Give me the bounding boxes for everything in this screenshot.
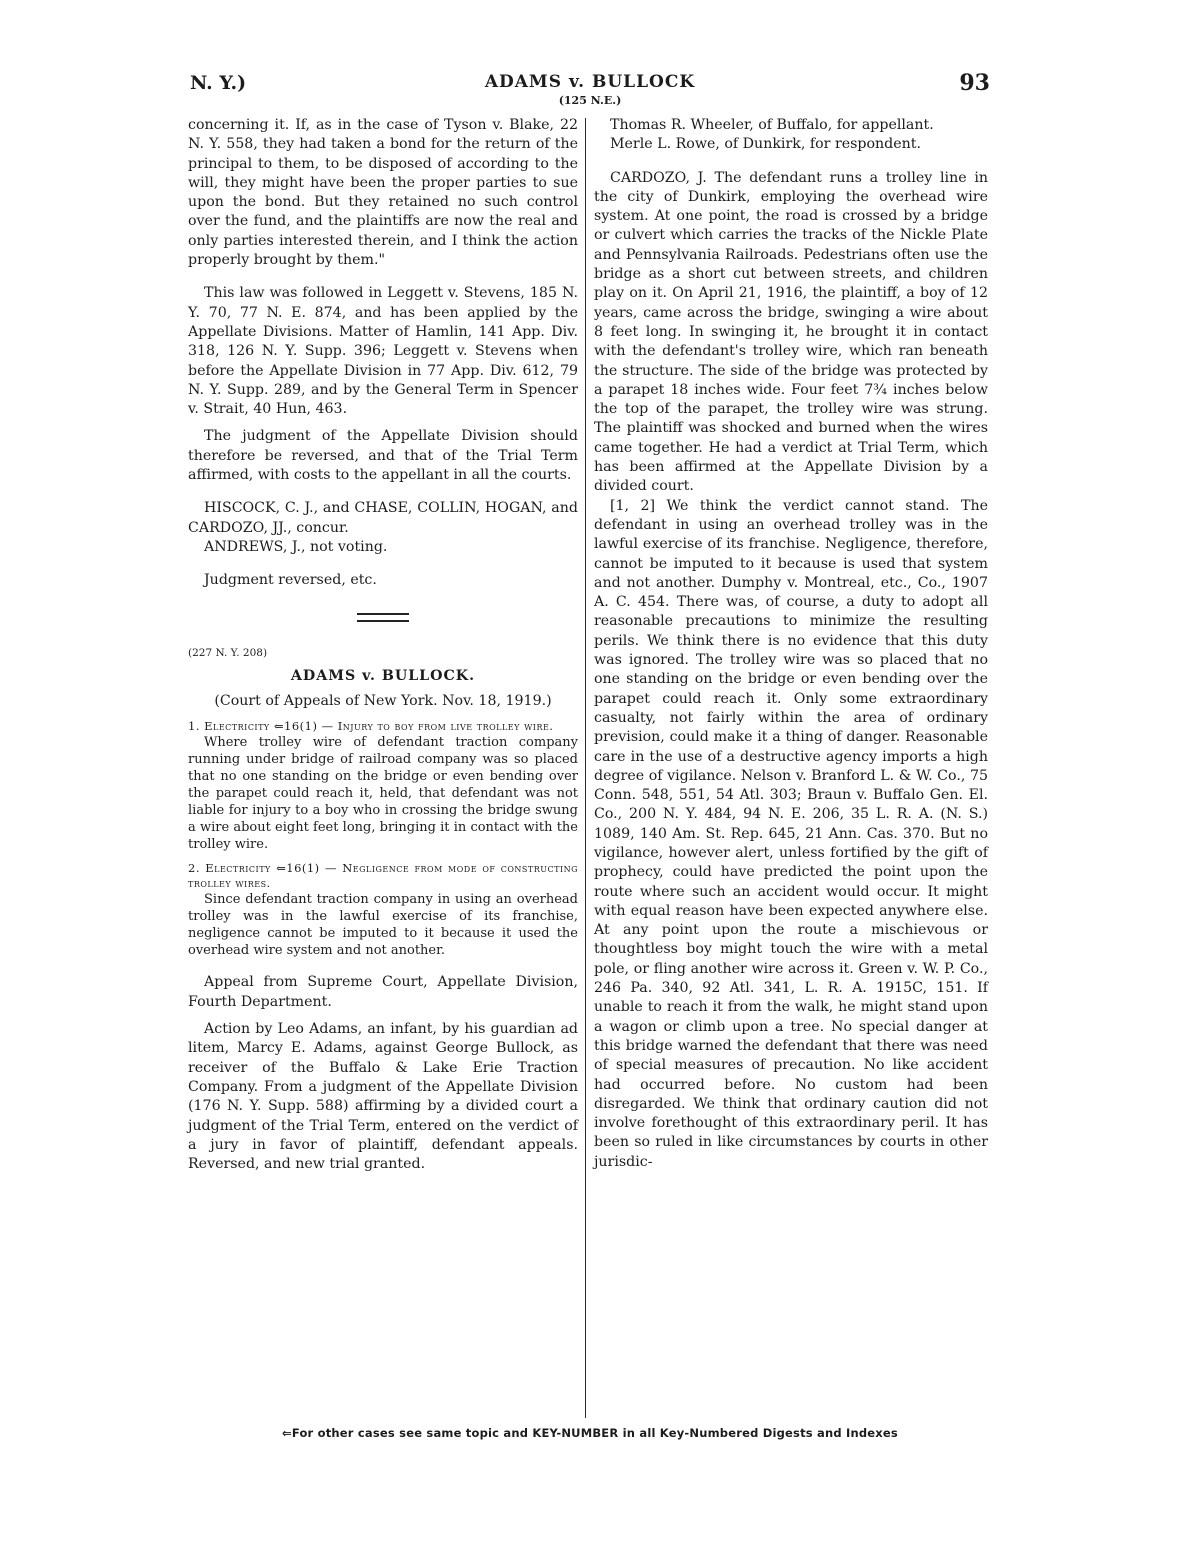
opinion-paragraph-2: [1, 2] We think the verdict cannot stand. The defendant in using an overhead trolley was in the lawful exercise of its franchise. Negligence, therefore, cannot be imputed to it because is used that system and not another. Dumphy v. Montreal, etc., Co., 1907 A. C. 454. There was, of course, a duty to adopt all reasonable precautions to minimize the resulting perils. We think there is no evidence that this duty was ignored. The trolley wire was so placed that no one standing on the bridge or even bending over the parapet could reach it. Only some extraordinary casualty, not fairly within the area of ordinary prevision, could make it a thing of danger. Reasonable care in the use of a destructive agency imports a high degree of vigilance. Nelson v. Branford L. & W. Co., 75 Conn. 548, 551, 54 Atl. 303; Braun v. Buffalo Gen. El. Co., 200 N. Y. 484, 94 N. E. 206, 35 L. R. A. (N. S.) 1089, 140 Am. St. Rep. 645, 21 Ann. Cas. 370. But no vigilance, however alert, unless fortified by the gift of prophecy, could have predicted the point upon the route where such an accident would occur. It might with equal reason have been expected anywhere else. At any point upon the route a mischievous or thoughtless boy might touch the wire with a metal pole, or fling another wire across it. Green v. W. P. Co., 246 Pa. 340, 92 Atl. 341, L. R. A. 1915C, 151. If unable to reach it from the walk, he might stand upon a wagon or climb upon a tree. No special danger at this bridge warned the defendant that there was need of special measures of precaution. No like accident had occurred before. No custom had been disregarded. We think that ordinary caution did not involve forethought of this extraordinary peril. It has been so ruled in like circumstances by courts in other jurisdic-	[594, 497, 988, 1170]
concurrence-line: HISCOCK, C. J., and CHASE, COLLIN, HOGAN, and CARDOZO, JJ., concur.	[188, 500, 578, 536]
headnote-1-heading: 1. Electricity ⇐16(1) — Injury to boy from live trolley wire.	[188, 719, 554, 734]
running-case-title: ADAMS v. BULLOCK	[484, 72, 696, 92]
right-column	[594, 116, 988, 1172]
headnote-1-body: Where trolley wire of defendant traction company running under bridge of railroad company was so placed that no one standing on the bridge or even bending over the parapet could reach it, held, that defendant was not liable for injury to a boy who in crossing the bridge swung a wire about eight feet long, bringing it in contact with the trolley wire.	[188, 735, 578, 853]
appeal-line: Appeal from Supreme Court, Appellate Division, Fourth Department.	[188, 974, 578, 1010]
precedent-paragraph: This law was followed in Leggett v. Stevens, 185 N. Y. 70, 77 N. E. 874, and has been applied by the Appellate Divisions. Matter of Hamlin, 141 App. Div. 318, 126 N. Y. Supp. 396; Leggett v. Stevens when before the Appellate Division in 77 App. Div. 612, 79 N. Y. Supp. 289, and by the General Term in Spencer v. Strait, 40 Hun, 463.	[188, 285, 578, 418]
not-voting-line: ANDREWS, J., not voting.	[204, 538, 388, 555]
case-separator-rule	[357, 613, 409, 622]
column-divider	[585, 118, 586, 1418]
headnote-2-body: Since defendant traction company in using an overhead trolley was in the lawful exercise of its franchise, negligence cannot be imputed to it because it used the overhead wire system and not another.	[188, 892, 578, 959]
counsel-respondent: Merle L. Rowe, of Dunkirk, for respondent.	[610, 136, 921, 153]
opinion-paragraph-1: CARDOZO, J. The defendant runs a trolley line in the city of Dunkirk, employing the overhead wire system. At one point, the road is crossed by a bridge or culvert which carries the tracks of the Nickle Plate and Pennsylvania Railroads. Pedestrians often use the bridge as a short cut between streets, and children play on it. On April 21, 1916, the plaintiff, a boy of 12 years, came across the bridge, swinging a wire about 8 feet long. In swinging it, he brought it in contact with the defendant's trolley wire, which ran beneath the structure. The side of the bridge was protected by a parapet 18 inches wide. Four feet 7¾ inches below the top of the parapet, the trolley wire was strung. The plaintiff was shocked and burned when the wires came together. He had a verdict at Trial Term, which has been affirmed at the Appellate Division by a divided court.	[594, 169, 988, 495]
quote-continuation: concerning it. If, as in the case of Tyson v. Blake, 22 N. Y. 558, they had taken a bond for the return of the principal to them, to be disposed of according to the will, they might have been the proper parties to sue upon the bond. But they retained no such control over the fund, and the plaintiffs are now the real and only parties interested therein, and I think the action properly brought by them."	[188, 117, 578, 269]
case-title: ADAMS v. BULLOCK.	[290, 667, 476, 684]
running-head	[190, 72, 990, 112]
action-summary: Action by Leo Adams, an infant, by his guardian ad litem, Marcy E. Adams, against George Bullock, as receiver of the Buffalo & Lake Erie Traction Company. From a judgment of the Appellate Division (176 N. Y. Supp. 588) affirming by a divided court a judgment of the Trial Term, entered on the verdict of a jury in favor of plaintiff, defendant appeals. Reversed, and new trial granted.	[188, 1021, 578, 1173]
reporter-volume: (125 N.E.)	[558, 94, 622, 107]
court-and-date: (Court of Appeals of New York. Nov. 18, 1919.)	[214, 693, 552, 710]
headnote-2-heading: 2. Electricity ⇐16(1) — Negligence from mode of constructing trolley wires.	[188, 861, 578, 891]
reporter-state: N. Y.)	[190, 72, 247, 94]
page-number: 93	[959, 70, 990, 96]
disposition-line: Judgment reversed, etc.	[204, 572, 377, 589]
official-citation: (227 N. Y. 208)	[188, 646, 268, 659]
key-number-footnote: ⇐For other cases see same topic and KEY-NUMBER in all Key-Numbered Digests and Indexes	[282, 1426, 898, 1440]
left-column	[188, 116, 578, 1174]
counsel-appellant: Thomas R. Wheeler, of Buffalo, for appellant.	[610, 117, 934, 133]
judgment-paragraph: The judgment of the Appellate Division should therefore be reversed, and that of the Trial Term affirmed, with costs to the appellant in all the courts.	[188, 428, 578, 484]
